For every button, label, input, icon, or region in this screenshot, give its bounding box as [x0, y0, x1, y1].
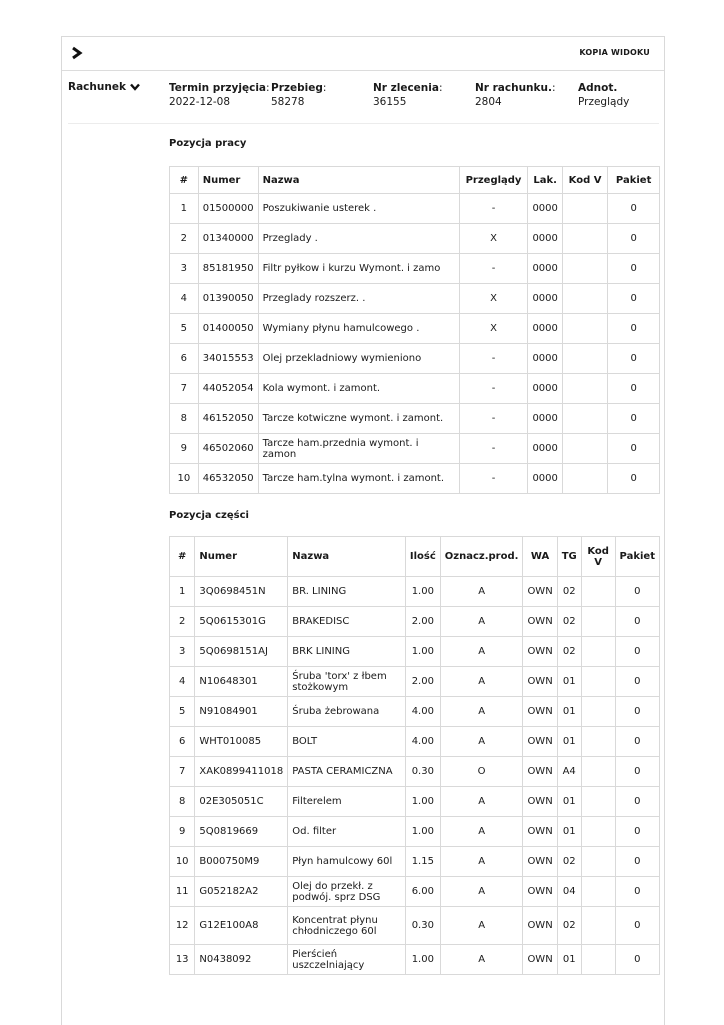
table-cell: 4 [170, 667, 195, 697]
table-cell: 01 [557, 667, 581, 697]
column-header: Ilość [405, 537, 440, 577]
table-cell: OWN [523, 697, 557, 727]
table-cell: 7 [170, 374, 199, 404]
table-cell: A4 [557, 757, 581, 787]
table-cell [581, 847, 615, 877]
meta-value: 58278 [271, 96, 305, 108]
table-cell: 46532050 [198, 464, 258, 494]
table-cell: 0 [615, 607, 659, 637]
table-cell: 0 [615, 667, 659, 697]
table-cell: Koncentrat płynu chłodniczego 60l [288, 907, 406, 945]
table-cell: A [440, 847, 523, 877]
table-cell: G12E100A8 [195, 907, 288, 945]
table-row [170, 577, 660, 607]
meta-label: Adnot. [578, 82, 618, 94]
table-cell: 46502060 [198, 434, 258, 464]
table-row [170, 877, 660, 907]
table-row [170, 607, 660, 637]
table-cell [581, 577, 615, 607]
column-header: WA [523, 537, 557, 577]
table-cell: A [440, 877, 523, 907]
table-cell: Pierścień uszczelniający [288, 945, 406, 975]
table-cell: 0 [608, 314, 660, 344]
table-cell: Kola wymont. i zamont. [258, 374, 459, 404]
table-row [170, 787, 660, 817]
table-cell: 0000 [528, 434, 562, 464]
table-cell: 0 [608, 404, 660, 434]
table-cell: - [459, 344, 528, 374]
meta-label: Nr rachunku. [475, 82, 552, 94]
table-row [170, 254, 660, 284]
table-cell: OWN [523, 757, 557, 787]
table-cell: 01390050 [198, 284, 258, 314]
table-cell [581, 607, 615, 637]
table-cell: 0 [608, 224, 660, 254]
table-cell [581, 667, 615, 697]
table-cell: OWN [523, 637, 557, 667]
table-row [170, 847, 660, 877]
table-cell: 0 [608, 464, 660, 494]
table-cell [581, 877, 615, 907]
table-cell: Przeglady rozszerz. . [258, 284, 459, 314]
table-row [170, 757, 660, 787]
table-cell: Wymiany płynu hamulcowego . [258, 314, 459, 344]
table-cell: O [440, 757, 523, 787]
meta-label: Termin przyjęcia [169, 82, 267, 94]
table-cell: OWN [523, 667, 557, 697]
praca-table [169, 166, 660, 494]
table-cell: X [459, 314, 528, 344]
table-cell: 02E305051C [195, 787, 288, 817]
table-cell: 01 [557, 787, 581, 817]
table-cell: Śruba żebrowana [288, 697, 406, 727]
table-cell: 1 [170, 194, 199, 224]
table-cell: 02 [557, 637, 581, 667]
table-cell: 0 [615, 757, 659, 787]
column-header: Nazwa [288, 537, 406, 577]
table-cell: 0 [615, 637, 659, 667]
table-cell [562, 464, 607, 494]
table-cell [581, 945, 615, 975]
rachunek-label: Rachunek [68, 81, 126, 93]
table-header-row [170, 537, 660, 577]
invoice-card [61, 36, 665, 1025]
table-cell: 7 [170, 757, 195, 787]
table-cell: G052182A2 [195, 877, 288, 907]
table-cell: N10648301 [195, 667, 288, 697]
table-cell: N0438092 [195, 945, 288, 975]
table-cell: 3 [170, 637, 195, 667]
table-cell: 85181950 [198, 254, 258, 284]
table-cell: Tarcze ham.tylna wymont. i zamont. [258, 464, 459, 494]
column-header: Pakiet [608, 167, 660, 194]
table-cell: 01 [557, 697, 581, 727]
table-cell: A [440, 577, 523, 607]
column-header: TG [557, 537, 581, 577]
table-cell: 3 [170, 254, 199, 284]
table-cell: 1.15 [405, 847, 440, 877]
table-cell: 0000 [528, 254, 562, 284]
table-cell: 10 [170, 464, 199, 494]
table-cell: Filtr pyłkow i kurzu Wymont. i zamo [258, 254, 459, 284]
table-row [170, 464, 660, 494]
table-cell: 0.30 [405, 757, 440, 787]
table-cell: 01500000 [198, 194, 258, 224]
table-cell: Płyn hamulcowy 60l [288, 847, 406, 877]
czesci-section-title: Pozycja części [169, 510, 249, 521]
table-cell: A [440, 817, 523, 847]
table-cell: OWN [523, 877, 557, 907]
table-cell: 0000 [528, 374, 562, 404]
table-cell: BOLT [288, 727, 406, 757]
table-row [170, 727, 660, 757]
table-cell [562, 344, 607, 374]
table-cell: A [440, 727, 523, 757]
table-cell: 0000 [528, 194, 562, 224]
table-cell: 5 [170, 697, 195, 727]
table-cell: 0 [615, 877, 659, 907]
table-cell: Przeglady . [258, 224, 459, 254]
table-cell: 0 [615, 847, 659, 877]
table-cell: 6 [170, 344, 199, 374]
table-cell: 0000 [528, 284, 562, 314]
column-header: Nazwa [258, 167, 459, 194]
table-cell: 1.00 [405, 577, 440, 607]
table-cell: 0 [615, 945, 659, 975]
table-cell: 10 [170, 847, 195, 877]
chevron-down-icon [130, 83, 140, 91]
table-cell: 34015553 [198, 344, 258, 374]
table-cell: 01400050 [198, 314, 258, 344]
table-cell [562, 434, 607, 464]
table-cell: OWN [523, 577, 557, 607]
column-header: Pakiet [615, 537, 659, 577]
table-cell: 0 [615, 727, 659, 757]
table-cell: - [459, 194, 528, 224]
table-cell: OWN [523, 847, 557, 877]
table-cell: 0000 [528, 344, 562, 374]
meta-nr-rachunku: Nr rachunku.: 2804 [475, 82, 556, 108]
table-cell: OWN [523, 907, 557, 945]
table-cell: A [440, 637, 523, 667]
table-cell: A [440, 667, 523, 697]
table-cell: 8 [170, 404, 199, 434]
table-cell: X [459, 224, 528, 254]
column-header: Numer [198, 167, 258, 194]
table-cell: 1.00 [405, 787, 440, 817]
table-cell: 0 [608, 374, 660, 404]
table-row [170, 284, 660, 314]
copy-view-button[interactable]: KOPIA WIDOKU [579, 48, 650, 57]
table-cell [581, 637, 615, 667]
table-cell: OWN [523, 787, 557, 817]
table-cell: OWN [523, 817, 557, 847]
table-row [170, 224, 660, 254]
table-cell: 44052054 [198, 374, 258, 404]
table-cell: PASTA CERAMICZNA [288, 757, 406, 787]
table-cell: 2 [170, 224, 199, 254]
table-cell: 5Q0698151AJ [195, 637, 288, 667]
table-cell: 0000 [528, 404, 562, 434]
table-cell: A [440, 907, 523, 945]
table-row [170, 907, 660, 945]
table-cell: 0 [615, 907, 659, 945]
meta-adnot [578, 81, 629, 109]
table-cell: 2 [170, 607, 195, 637]
column-header: # [170, 537, 195, 577]
table-cell: 0 [608, 284, 660, 314]
table-row [170, 194, 660, 224]
table-cell [581, 787, 615, 817]
table-row [170, 945, 660, 975]
table-cell: 0 [608, 434, 660, 464]
column-header: Numer [195, 537, 288, 577]
table-cell: 4 [170, 284, 199, 314]
table-row [170, 344, 660, 374]
table-row [170, 434, 660, 464]
table-cell: Śruba 'torx' z łbem stożkowym [288, 667, 406, 697]
table-cell: BRAKEDISC [288, 607, 406, 637]
table-cell: 0 [615, 817, 659, 847]
table-cell: 02 [557, 577, 581, 607]
table-cell: 9 [170, 817, 195, 847]
chevron-right-icon[interactable] [70, 46, 84, 60]
top-bar [62, 37, 664, 71]
table-cell: - [459, 374, 528, 404]
table-cell: 2.00 [405, 607, 440, 637]
table-cell: 02 [557, 907, 581, 945]
table-cell: 01 [557, 727, 581, 757]
table-cell: OWN [523, 945, 557, 975]
table-cell: 4.00 [405, 727, 440, 757]
table-cell: - [459, 254, 528, 284]
meta-value: Przeglądy [578, 96, 630, 108]
table-cell: 0000 [528, 314, 562, 344]
table-row [170, 404, 660, 434]
table-cell: 0 [615, 787, 659, 817]
table-cell [562, 224, 607, 254]
table-cell: A [440, 787, 523, 817]
table-cell: 8 [170, 787, 195, 817]
table-cell: 6.00 [405, 877, 440, 907]
table-cell: Tarcze kotwiczne wymont. i zamont. [258, 404, 459, 434]
table-cell: 0 [615, 697, 659, 727]
table-cell: Filterelem [288, 787, 406, 817]
praca-section-title: Pozycja pracy [169, 138, 247, 149]
table-cell: B000750M9 [195, 847, 288, 877]
table-cell: 0 [608, 254, 660, 284]
table-cell: - [459, 464, 528, 494]
meta-nr-zlecenia: Nr zlecenia: 36155 [373, 82, 443, 108]
table-cell [581, 757, 615, 787]
table-cell: 0000 [528, 224, 562, 254]
meta-value: 2804 [475, 96, 502, 108]
table-cell: 0 [615, 577, 659, 607]
table-row [170, 667, 660, 697]
table-cell: 12 [170, 907, 195, 945]
table-cell: Od. filter [288, 817, 406, 847]
column-header: Oznacz.prod. [440, 537, 523, 577]
table-cell: Poszukiwanie usterek . [258, 194, 459, 224]
meta-value: 36155 [373, 96, 407, 108]
czesci-table [169, 536, 660, 975]
meta-termin: Termin przyjęcia: 2022-12-08 [169, 82, 270, 108]
meta-value: 2022-12-08 [169, 96, 231, 108]
table-cell [562, 314, 607, 344]
table-cell: 01 [557, 945, 581, 975]
table-cell: Olej do przekł. z podwój. sprz DSG [288, 877, 406, 907]
column-header: Kod V [562, 167, 607, 194]
table-cell: 1.00 [405, 945, 440, 975]
table-row [170, 374, 660, 404]
table-cell: 1.00 [405, 817, 440, 847]
table-cell: 01340000 [198, 224, 258, 254]
column-header: # [170, 167, 199, 194]
table-cell [581, 907, 615, 945]
meta-przebieg: Przebieg: 58278 [271, 82, 327, 108]
table-cell: - [459, 434, 528, 464]
table-cell: 02 [557, 847, 581, 877]
table-cell: 01 [557, 817, 581, 847]
table-cell: 5 [170, 314, 199, 344]
table-cell: - [459, 404, 528, 434]
table-cell: 0.30 [405, 907, 440, 945]
table-cell: BRK LINING [288, 637, 406, 667]
table-cell [562, 254, 607, 284]
table-cell: 0000 [528, 464, 562, 494]
table-cell: Tarcze ham.przednia wymont. i zamon [258, 434, 459, 464]
table-cell: 0 [608, 344, 660, 374]
table-cell: 2.00 [405, 667, 440, 697]
table-cell: A [440, 697, 523, 727]
table-row [170, 817, 660, 847]
table-cell [581, 817, 615, 847]
table-cell: 13 [170, 945, 195, 975]
table-cell: 5Q0615301G [195, 607, 288, 637]
table-cell: 3Q0698451N [195, 577, 288, 607]
table-cell: X [459, 284, 528, 314]
meta-label: Przebieg [271, 82, 323, 94]
column-header: Lak. [528, 167, 562, 194]
table-cell: 6 [170, 727, 195, 757]
divider [68, 123, 659, 124]
table-cell [562, 194, 607, 224]
table-cell: N91084901 [195, 697, 288, 727]
table-cell [562, 374, 607, 404]
table-cell: 9 [170, 434, 199, 464]
table-cell: 1 [170, 577, 195, 607]
table-cell: XAK0899411018 [195, 757, 288, 787]
table-header-row [170, 167, 660, 194]
column-header: Kod V [581, 537, 615, 577]
table-cell: A [440, 945, 523, 975]
rachunek-toggle[interactable] [68, 81, 140, 93]
table-cell: Olej przekladniowy wymieniono [258, 344, 459, 374]
table-row [170, 314, 660, 344]
table-cell: WHT010085 [195, 727, 288, 757]
table-cell: OWN [523, 607, 557, 637]
table-cell: 46152050 [198, 404, 258, 434]
column-header: Przeglądy [459, 167, 528, 194]
table-cell [562, 284, 607, 314]
table-row [170, 697, 660, 727]
table-cell: 1.00 [405, 637, 440, 667]
table-cell: OWN [523, 727, 557, 757]
table-cell: 04 [557, 877, 581, 907]
table-row [170, 637, 660, 667]
table-cell: A [440, 607, 523, 637]
table-cell [581, 727, 615, 757]
table-cell: 11 [170, 877, 195, 907]
table-cell: 02 [557, 607, 581, 637]
table-cell: 4.00 [405, 697, 440, 727]
table-cell [581, 697, 615, 727]
table-cell: BR. LINING [288, 577, 406, 607]
table-cell [562, 404, 607, 434]
table-cell: 5Q0819669 [195, 817, 288, 847]
table-cell: 0 [608, 194, 660, 224]
meta-label: Nr zlecenia [373, 82, 439, 94]
